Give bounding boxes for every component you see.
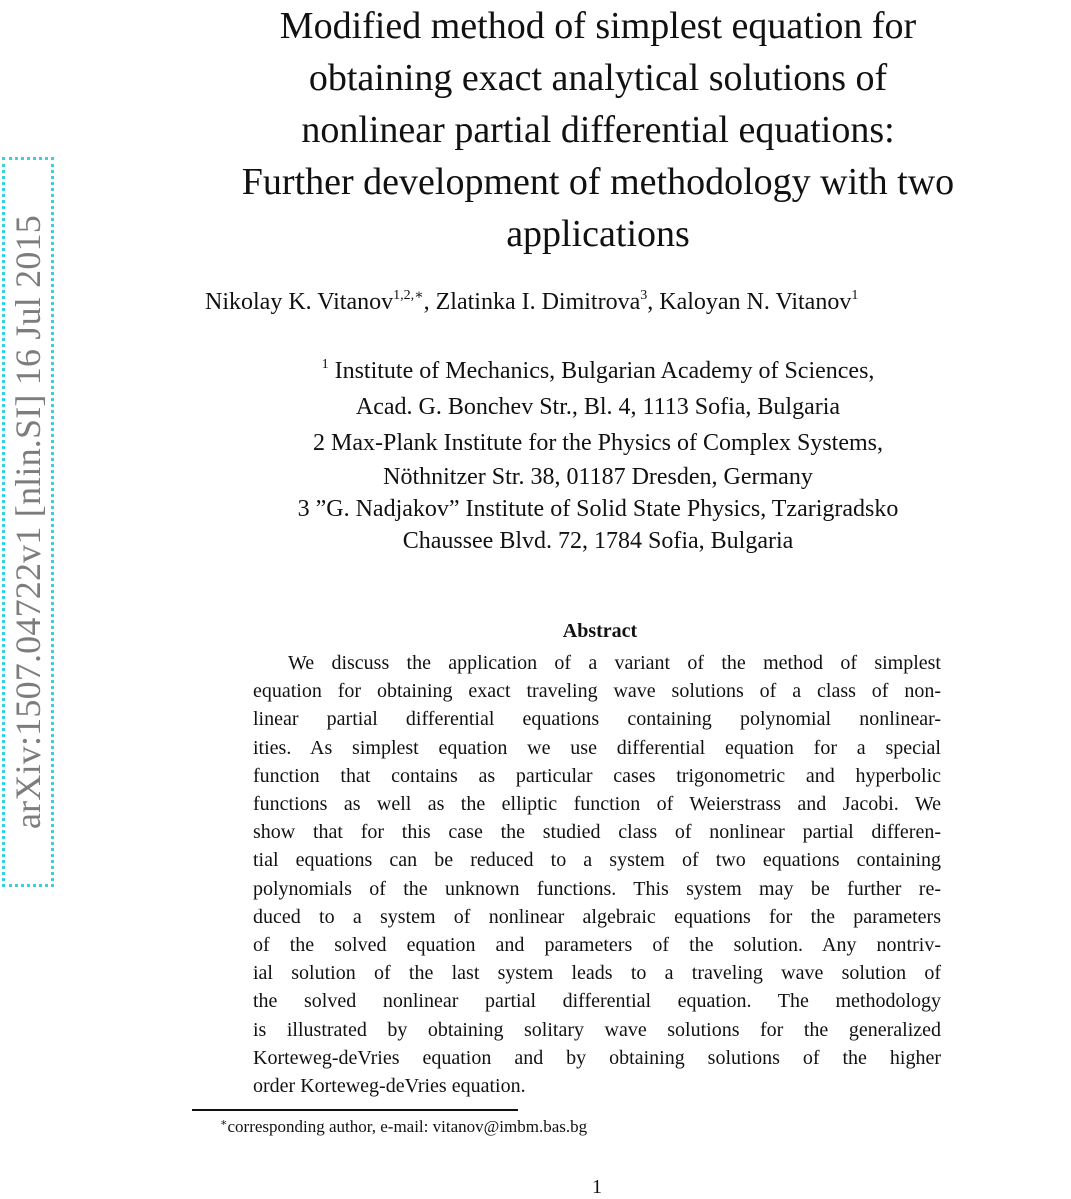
title-line: Modified method of simplest equation for [279, 5, 917, 47]
abstract-body [253, 649, 941, 1100]
affiliation-line: 2 Max-Plank Institute for the Physics of Complex Systems, [313, 430, 883, 456]
author-name: Zlatinka I. Dimitrova [435, 289, 641, 315]
title-line: applications [506, 213, 690, 255]
author-name: Kaloyan N. Vitanov [659, 289, 852, 315]
abstract-line: of the solved equation and parameters of the solution. Any nontriv- [253, 934, 941, 957]
abstract-heading: Abstract [562, 620, 638, 642]
abstract-line: functions as well as the elliptic function of Weierstrass and Jacobi. We [253, 793, 941, 816]
affiliation-text: Institute of Mechanics, Bulgarian Academy of Sciences, [328, 358, 875, 384]
abstract-line: ities. As simplest equation we use differential equation for a special [253, 736, 941, 759]
footnote-text: corresponding author, e-mail: vitanov@imbm.bas.bg [227, 1117, 588, 1136]
author-affiliation-marker: 1 [851, 288, 859, 303]
abstract-line: We discuss the application of a variant of the method of simplest [288, 652, 941, 674]
abstract-line: the solved nonlinear partial differential equation. The methodology [253, 990, 941, 1013]
affiliation-line: Nöthnitzer Str. 38, 01187 Dresden, Germany [383, 464, 813, 490]
abstract-line: duced to a system of nonlinear algebraic equations for the parameters [253, 905, 941, 928]
affiliation-line [180, 347, 1016, 389]
abstract-line: Korteweg-deVries equation and by obtaining solutions of the higher [253, 1046, 941, 1069]
abstract-line: linear partial differential equations containing polynomial nonlinear- [253, 708, 941, 731]
affiliation-line: 3 ”G. Nadjakov” Institute of Solid State Physics, Tzarigradsko [297, 496, 899, 522]
footnote [220, 1116, 587, 1137]
affiliation-line: Chaussee Blvd. 72, 1784 Sofia, Bulgaria [402, 528, 794, 554]
abstract-line: tial equations can be reduced to a system of two equations containing [253, 849, 941, 872]
author-name: Nikolay K. Vitanov [205, 289, 394, 315]
abstract-line: is illustrated by obtaining solitary wave solutions for the generalized [253, 1018, 941, 1041]
author-affiliation-marker: 3 [640, 288, 648, 303]
title-line: nonlinear partial differential equations: [301, 109, 895, 151]
abstract-line: ial solution of the last system leads to a traveling wave solution of [253, 962, 941, 985]
abstract-line: equation for obtaining exact traveling wave solutions of a class of non- [253, 680, 941, 703]
title-line: Further development of methodology with two [241, 161, 955, 203]
abstract-line: show that for this case the studied class of nonlinear partial differen- [253, 821, 941, 844]
page-number: 1 [592, 1176, 602, 1198]
footnote-marker: ∗ [220, 1117, 228, 1129]
title-line: obtaining exact analytical solutions of [308, 57, 888, 99]
author-affiliation-marker: 1,2,∗ [393, 288, 424, 303]
paper-title [180, 0, 1016, 260]
abstract-line: function that contains as particular cases trigonometric and hyperbolic [253, 764, 941, 787]
affiliations [180, 347, 1016, 557]
abstract-line: polynomials of the unknown functions. This system may be further re- [253, 877, 941, 900]
author-list [205, 287, 858, 316]
footnote-divider [192, 1109, 518, 1111]
abstract-line: order Korteweg-deVries equation. [253, 1075, 526, 1098]
affiliation-line: Acad. G. Bonchev Str., Bl. 4, 1113 Sofia, Bulgaria [355, 394, 841, 420]
author-separator: , [423, 289, 436, 315]
author-separator: , [647, 289, 660, 315]
arxiv-stamp[interactable] [2, 157, 54, 887]
arxiv-identifier[interactable]: arXiv:1507.04722v1 [nlin.SI] 16 Jul 2015 [8, 215, 48, 829]
affiliation-marker: 1 [321, 357, 329, 372]
